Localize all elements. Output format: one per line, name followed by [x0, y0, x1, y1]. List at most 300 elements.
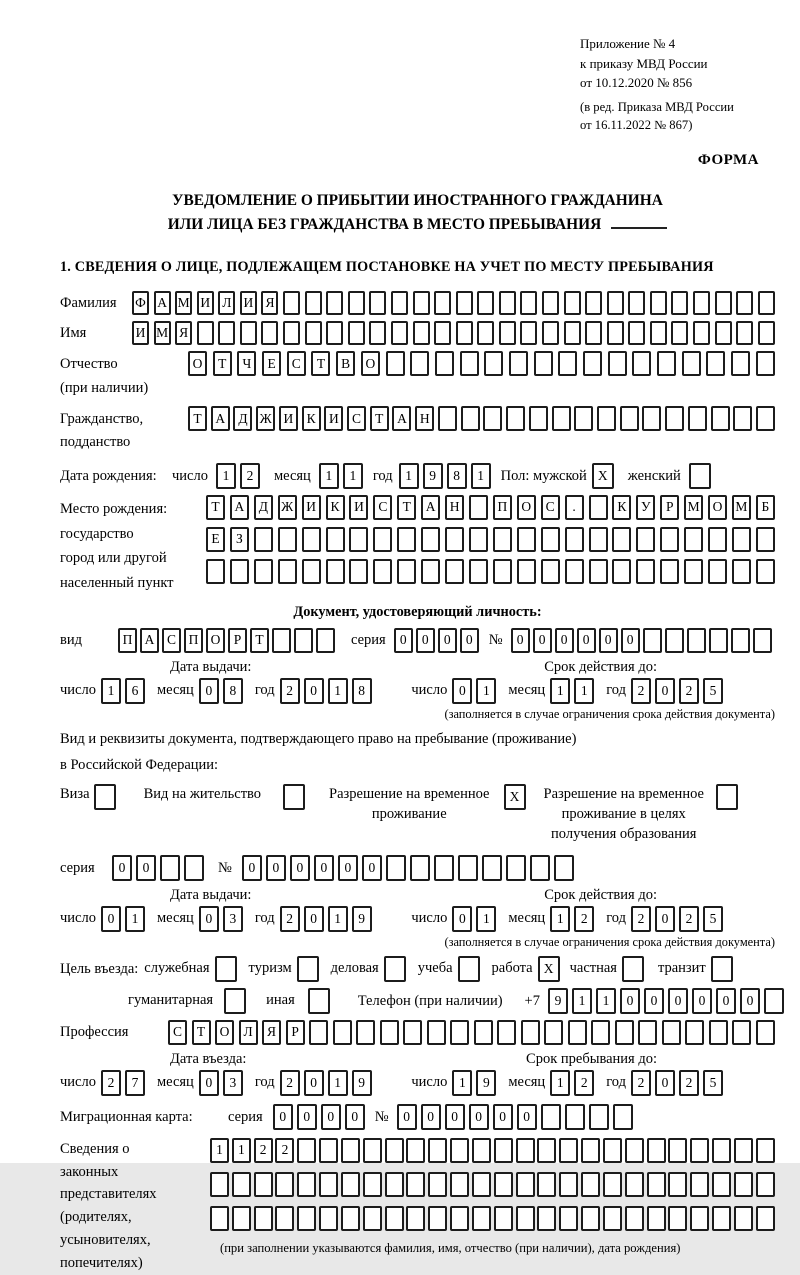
char-cell[interactable] — [403, 1020, 422, 1045]
char-cell[interactable] — [305, 321, 322, 345]
char-cell[interactable] — [756, 1206, 775, 1231]
char-cell[interactable] — [326, 559, 345, 584]
char-cell[interactable]: 3 — [223, 906, 243, 932]
char-cell[interactable] — [333, 1020, 352, 1045]
char-cell[interactable] — [715, 321, 732, 345]
char-cell[interactable]: 2 — [574, 906, 594, 932]
char-cell[interactable]: 1 — [328, 678, 348, 704]
char-cell[interactable] — [499, 291, 516, 315]
char-cell[interactable]: 0 — [621, 628, 640, 653]
char-cell[interactable]: 0 — [421, 1104, 441, 1130]
resid-issue-day-input[interactable] — [101, 906, 145, 932]
char-cell[interactable] — [369, 321, 386, 345]
tourism-checkbox[interactable] — [297, 956, 319, 982]
char-cell[interactable]: 2 — [679, 678, 699, 704]
char-cell[interactable] — [568, 1020, 587, 1045]
char-cell[interactable] — [497, 1020, 516, 1045]
char-cell[interactable]: Т — [188, 406, 207, 431]
char-cell[interactable]: Д — [233, 406, 252, 431]
char-cell[interactable]: 2 — [101, 1070, 121, 1096]
char-cell[interactable] — [537, 1206, 556, 1231]
char-cell[interactable] — [731, 351, 750, 376]
char-cell[interactable]: 2 — [631, 1070, 651, 1096]
char-cell[interactable] — [160, 855, 180, 881]
representatives-input-row1[interactable] — [210, 1138, 775, 1163]
char-cell[interactable]: Я — [175, 321, 192, 345]
char-cell[interactable]: 0 — [599, 628, 618, 653]
char-cell[interactable]: 0 — [511, 628, 530, 653]
char-cell[interactable] — [326, 527, 345, 552]
char-cell[interactable] — [647, 1206, 666, 1231]
char-cell[interactable]: 1 — [125, 906, 145, 932]
checkbox-cell[interactable] — [716, 784, 738, 810]
char-cell[interactable] — [647, 1138, 666, 1163]
char-cell[interactable]: О — [361, 351, 380, 376]
char-cell[interactable]: П — [118, 628, 137, 653]
char-cell[interactable] — [380, 1020, 399, 1045]
char-cell[interactable]: 1 — [328, 906, 348, 932]
char-cell[interactable]: К — [302, 406, 321, 431]
checkbox-cell[interactable]: X — [592, 463, 614, 489]
resid-valid-day-input[interactable] — [452, 906, 496, 932]
char-cell[interactable] — [254, 1172, 273, 1197]
checkbox-cell[interactable] — [297, 956, 319, 982]
char-cell[interactable]: 0 — [692, 988, 712, 1014]
char-cell[interactable] — [450, 1020, 469, 1045]
char-cell[interactable]: 2 — [280, 1070, 300, 1096]
char-cell[interactable] — [517, 527, 536, 552]
char-cell[interactable]: Т — [370, 406, 389, 431]
char-cell[interactable]: П — [493, 495, 512, 520]
doc-series-input[interactable] — [394, 628, 479, 653]
char-cell[interactable]: Ч — [237, 351, 256, 376]
char-cell[interactable] — [612, 559, 631, 584]
sex-female-checkbox[interactable] — [689, 463, 711, 489]
char-cell[interactable]: 1 — [596, 988, 616, 1014]
checkbox-cell[interactable]: X — [538, 956, 560, 982]
char-cell[interactable] — [494, 1138, 513, 1163]
char-cell[interactable] — [477, 291, 494, 315]
char-cell[interactable]: 1 — [574, 678, 594, 704]
char-cell[interactable] — [472, 1172, 491, 1197]
char-cell[interactable] — [734, 1172, 753, 1197]
char-cell[interactable] — [520, 291, 537, 315]
char-cell[interactable] — [305, 291, 322, 315]
char-cell[interactable] — [283, 291, 300, 315]
citizenship-input[interactable] — [188, 406, 775, 431]
char-cell[interactable]: 0 — [620, 988, 640, 1014]
char-cell[interactable] — [585, 321, 602, 345]
char-cell[interactable]: Е — [262, 351, 281, 376]
char-cell[interactable] — [397, 527, 416, 552]
residence-permit-checkbox[interactable] — [283, 784, 305, 810]
other-checkbox[interactable] — [308, 988, 330, 1014]
char-cell[interactable]: 9 — [352, 906, 372, 932]
char-cell[interactable] — [687, 628, 706, 653]
char-cell[interactable]: С — [168, 1020, 187, 1045]
char-cell[interactable] — [427, 1020, 446, 1045]
char-cell[interactable]: М — [175, 291, 192, 315]
char-cell[interactable] — [581, 1206, 600, 1231]
birthplace-input-row3[interactable] — [206, 559, 775, 584]
char-cell[interactable] — [516, 1138, 535, 1163]
sex-male-checkbox[interactable] — [592, 463, 614, 489]
char-cell[interactable] — [232, 1172, 251, 1197]
char-cell[interactable]: Ж — [256, 406, 275, 431]
checkbox-cell[interactable] — [283, 784, 305, 810]
char-cell[interactable]: 0 — [304, 678, 324, 704]
char-cell[interactable]: Б — [756, 495, 775, 520]
char-cell[interactable]: В — [336, 351, 355, 376]
char-cell[interactable] — [272, 628, 291, 653]
char-cell[interactable] — [477, 321, 494, 345]
char-cell[interactable] — [348, 291, 365, 315]
char-cell[interactable] — [565, 559, 584, 584]
char-cell[interactable] — [708, 527, 727, 552]
char-cell[interactable] — [493, 527, 512, 552]
char-cell[interactable]: 1 — [550, 906, 570, 932]
char-cell[interactable] — [363, 1206, 382, 1231]
char-cell[interactable] — [559, 1172, 578, 1197]
birth-day-input[interactable] — [216, 463, 260, 489]
char-cell[interactable]: 2 — [574, 1070, 594, 1096]
char-cell[interactable]: О — [206, 628, 225, 653]
char-cell[interactable] — [456, 321, 473, 345]
char-cell[interactable] — [712, 1172, 731, 1197]
char-cell[interactable]: 0 — [101, 906, 121, 932]
char-cell[interactable]: 2 — [631, 906, 651, 932]
char-cell[interactable]: И — [240, 291, 257, 315]
char-cell[interactable] — [309, 1020, 328, 1045]
doc-valid-day-input[interactable] — [452, 678, 496, 704]
char-cell[interactable] — [456, 291, 473, 315]
char-cell[interactable]: И — [302, 495, 321, 520]
char-cell[interactable]: 2 — [280, 678, 300, 704]
char-cell[interactable] — [682, 351, 701, 376]
char-cell[interactable] — [574, 406, 593, 431]
char-cell[interactable] — [537, 1138, 556, 1163]
char-cell[interactable] — [385, 1172, 404, 1197]
char-cell[interactable]: 1 — [232, 1138, 251, 1163]
char-cell[interactable] — [434, 855, 454, 881]
char-cell[interactable] — [297, 1138, 316, 1163]
char-cell[interactable] — [657, 351, 676, 376]
temp-residence-checkbox[interactable] — [504, 784, 526, 810]
char-cell[interactable]: 0 — [716, 988, 736, 1014]
doc-valid-month-input[interactable] — [550, 678, 594, 704]
char-cell[interactable]: 9 — [476, 1070, 496, 1096]
char-cell[interactable] — [625, 1206, 644, 1231]
char-cell[interactable]: 1 — [328, 1070, 348, 1096]
char-cell[interactable]: М — [154, 321, 171, 345]
char-cell[interactable]: О — [517, 495, 536, 520]
humanitarian-checkbox[interactable] — [224, 988, 246, 1014]
char-cell[interactable]: Я — [262, 1020, 281, 1045]
char-cell[interactable] — [638, 1020, 657, 1045]
char-cell[interactable] — [558, 351, 577, 376]
char-cell[interactable]: К — [612, 495, 631, 520]
char-cell[interactable]: 9 — [352, 1070, 372, 1096]
char-cell[interactable] — [529, 406, 548, 431]
resid-issue-month-input[interactable] — [199, 906, 243, 932]
birth-year-input[interactable] — [399, 463, 491, 489]
char-cell[interactable] — [665, 628, 684, 653]
char-cell[interactable] — [319, 1138, 338, 1163]
char-cell[interactable]: 5 — [703, 678, 723, 704]
char-cell[interactable] — [665, 406, 684, 431]
char-cell[interactable] — [499, 321, 516, 345]
char-cell[interactable] — [709, 628, 728, 653]
char-cell[interactable]: 0 — [445, 1104, 465, 1130]
char-cell[interactable] — [278, 559, 297, 584]
char-cell[interactable]: 0 — [314, 855, 334, 881]
char-cell[interactable]: Ж — [278, 495, 297, 520]
char-cell[interactable] — [428, 1206, 447, 1231]
char-cell[interactable] — [438, 406, 457, 431]
char-cell[interactable] — [615, 1020, 634, 1045]
char-cell[interactable] — [373, 527, 392, 552]
char-cell[interactable] — [758, 321, 775, 345]
checkbox-cell[interactable] — [384, 956, 406, 982]
char-cell[interactable]: О — [215, 1020, 234, 1045]
char-cell[interactable]: 2 — [631, 678, 651, 704]
char-cell[interactable] — [520, 321, 537, 345]
char-cell[interactable] — [206, 559, 225, 584]
char-cell[interactable] — [589, 527, 608, 552]
char-cell[interactable] — [756, 1172, 775, 1197]
char-cell[interactable] — [391, 321, 408, 345]
char-cell[interactable]: 0 — [655, 906, 675, 932]
char-cell[interactable]: Т — [206, 495, 225, 520]
char-cell[interactable] — [410, 351, 429, 376]
char-cell[interactable]: С — [347, 406, 366, 431]
char-cell[interactable] — [620, 406, 639, 431]
char-cell[interactable]: И — [132, 321, 149, 345]
stay-day-input[interactable] — [452, 1070, 496, 1096]
char-cell[interactable] — [690, 1172, 709, 1197]
char-cell[interactable]: 8 — [352, 678, 372, 704]
char-cell[interactable] — [373, 559, 392, 584]
char-cell[interactable] — [603, 1206, 622, 1231]
char-cell[interactable] — [625, 1172, 644, 1197]
birthplace-input-row1[interactable] — [206, 495, 775, 520]
char-cell[interactable] — [494, 1172, 513, 1197]
char-cell[interactable] — [406, 1138, 425, 1163]
char-cell[interactable] — [275, 1206, 294, 1231]
char-cell[interactable]: 1 — [101, 678, 121, 704]
char-cell[interactable] — [607, 291, 624, 315]
char-cell[interactable] — [349, 559, 368, 584]
visa-checkbox[interactable] — [94, 784, 116, 810]
char-cell[interactable] — [469, 495, 488, 520]
char-cell[interactable] — [589, 495, 608, 520]
char-cell[interactable] — [316, 628, 335, 653]
char-cell[interactable]: Я — [261, 291, 278, 315]
checkbox-cell[interactable]: X — [504, 784, 526, 810]
char-cell[interactable] — [460, 351, 479, 376]
char-cell[interactable]: А — [140, 628, 159, 653]
char-cell[interactable]: Т — [250, 628, 269, 653]
char-cell[interactable] — [385, 1206, 404, 1231]
char-cell[interactable] — [210, 1206, 229, 1231]
char-cell[interactable]: А — [211, 406, 230, 431]
resid-issue-year-input[interactable] — [280, 906, 372, 932]
char-cell[interactable] — [494, 1206, 513, 1231]
char-cell[interactable]: 0 — [644, 988, 664, 1014]
resid-valid-month-input[interactable] — [550, 906, 594, 932]
char-cell[interactable] — [232, 1206, 251, 1231]
char-cell[interactable] — [482, 855, 502, 881]
char-cell[interactable] — [184, 855, 204, 881]
char-cell[interactable] — [650, 321, 667, 345]
char-cell[interactable]: Р — [660, 495, 679, 520]
entry-month-input[interactable] — [199, 1070, 243, 1096]
char-cell[interactable] — [564, 321, 581, 345]
char-cell[interactable]: Р — [228, 628, 247, 653]
char-cell[interactable] — [363, 1172, 382, 1197]
char-cell[interactable]: 1 — [452, 1070, 472, 1096]
char-cell[interactable] — [756, 406, 775, 431]
char-cell[interactable]: 0 — [304, 1070, 324, 1096]
char-cell[interactable]: 0 — [394, 628, 413, 653]
char-cell[interactable]: С — [287, 351, 306, 376]
char-cell[interactable] — [450, 1138, 469, 1163]
char-cell[interactable] — [428, 1172, 447, 1197]
char-cell[interactable]: Р — [286, 1020, 305, 1045]
char-cell[interactable] — [733, 406, 752, 431]
char-cell[interactable]: 0 — [555, 628, 574, 653]
char-cell[interactable] — [756, 1020, 775, 1045]
doc-issue-year-input[interactable] — [280, 678, 372, 704]
char-cell[interactable]: А — [154, 291, 171, 315]
char-cell[interactable] — [764, 988, 784, 1014]
char-cell[interactable] — [756, 559, 775, 584]
char-cell[interactable] — [628, 321, 645, 345]
char-cell[interactable]: 0 — [493, 1104, 513, 1130]
entry-day-input[interactable] — [101, 1070, 145, 1096]
char-cell[interactable] — [607, 321, 624, 345]
char-cell[interactable]: 0 — [290, 855, 310, 881]
char-cell[interactable]: Н — [445, 495, 464, 520]
char-cell[interactable]: 2 — [679, 906, 699, 932]
name-input[interactable] — [132, 321, 775, 345]
char-cell[interactable] — [642, 406, 661, 431]
char-cell[interactable] — [647, 1172, 666, 1197]
checkbox-cell[interactable] — [308, 988, 330, 1014]
char-cell[interactable] — [541, 559, 560, 584]
char-cell[interactable] — [662, 1020, 681, 1045]
doc-valid-year-input[interactable] — [631, 678, 723, 704]
char-cell[interactable] — [589, 1104, 609, 1130]
char-cell[interactable]: З — [230, 527, 249, 552]
char-cell[interactable]: 2 — [679, 1070, 699, 1096]
char-cell[interactable]: 5 — [703, 1070, 723, 1096]
char-cell[interactable] — [297, 1206, 316, 1231]
char-cell[interactable] — [756, 351, 775, 376]
char-cell[interactable] — [386, 351, 405, 376]
char-cell[interactable] — [302, 527, 321, 552]
char-cell[interactable] — [581, 1138, 600, 1163]
char-cell[interactable]: И — [197, 291, 214, 315]
char-cell[interactable]: 0 — [199, 678, 219, 704]
char-cell[interactable] — [613, 1104, 633, 1130]
migration-series-input[interactable] — [273, 1104, 365, 1130]
char-cell[interactable]: 1 — [550, 1070, 570, 1096]
char-cell[interactable] — [413, 321, 430, 345]
char-cell[interactable] — [753, 628, 772, 653]
char-cell[interactable] — [348, 321, 365, 345]
char-cell[interactable] — [758, 291, 775, 315]
char-cell[interactable] — [552, 406, 571, 431]
char-cell[interactable]: 1 — [319, 463, 339, 489]
checkbox-cell[interactable] — [94, 784, 116, 810]
char-cell[interactable]: А — [230, 495, 249, 520]
char-cell[interactable]: 0 — [304, 906, 324, 932]
char-cell[interactable] — [302, 559, 321, 584]
char-cell[interactable] — [709, 1020, 728, 1045]
doc-issue-day-input[interactable] — [101, 678, 145, 704]
char-cell[interactable]: С — [373, 495, 392, 520]
char-cell[interactable] — [445, 527, 464, 552]
migration-number-input[interactable] — [397, 1104, 633, 1130]
char-cell[interactable] — [319, 1206, 338, 1231]
char-cell[interactable] — [428, 1138, 447, 1163]
profession-input[interactable] — [168, 1020, 775, 1045]
char-cell[interactable] — [406, 1172, 425, 1197]
char-cell[interactable]: 0 — [416, 628, 435, 653]
char-cell[interactable]: 0 — [242, 855, 262, 881]
char-cell[interactable] — [319, 1172, 338, 1197]
checkbox-cell[interactable] — [215, 956, 237, 982]
char-cell[interactable] — [410, 855, 430, 881]
char-cell[interactable]: Ф — [132, 291, 149, 315]
stay-month-input[interactable] — [550, 1070, 594, 1096]
char-cell[interactable] — [210, 1172, 229, 1197]
char-cell[interactable]: 8 — [447, 463, 467, 489]
char-cell[interactable] — [591, 1020, 610, 1045]
char-cell[interactable]: 1 — [572, 988, 592, 1014]
char-cell[interactable] — [261, 321, 278, 345]
char-cell[interactable]: И — [349, 495, 368, 520]
char-cell[interactable] — [712, 1206, 731, 1231]
char-cell[interactable] — [397, 559, 416, 584]
char-cell[interactable]: 0 — [273, 1104, 293, 1130]
char-cell[interactable]: 0 — [577, 628, 596, 653]
char-cell[interactable]: 0 — [199, 1070, 219, 1096]
patronymic-input[interactable] — [188, 351, 775, 376]
char-cell[interactable]: 0 — [112, 855, 132, 881]
char-cell[interactable]: Т — [397, 495, 416, 520]
char-cell[interactable] — [715, 291, 732, 315]
char-cell[interactable] — [530, 855, 550, 881]
char-cell[interactable] — [521, 1020, 540, 1045]
char-cell[interactable]: 9 — [548, 988, 568, 1014]
char-cell[interactable] — [660, 559, 679, 584]
char-cell[interactable] — [421, 559, 440, 584]
char-cell[interactable] — [517, 559, 536, 584]
char-cell[interactable]: Н — [415, 406, 434, 431]
char-cell[interactable]: О — [708, 495, 727, 520]
char-cell[interactable]: 0 — [362, 855, 382, 881]
char-cell[interactable]: А — [392, 406, 411, 431]
char-cell[interactable] — [756, 1138, 775, 1163]
private-checkbox[interactable] — [622, 956, 644, 982]
char-cell[interactable] — [356, 1020, 375, 1045]
char-cell[interactable]: И — [324, 406, 343, 431]
char-cell[interactable]: 1 — [476, 906, 496, 932]
char-cell[interactable]: 3 — [223, 1070, 243, 1096]
study-checkbox[interactable] — [458, 956, 480, 982]
